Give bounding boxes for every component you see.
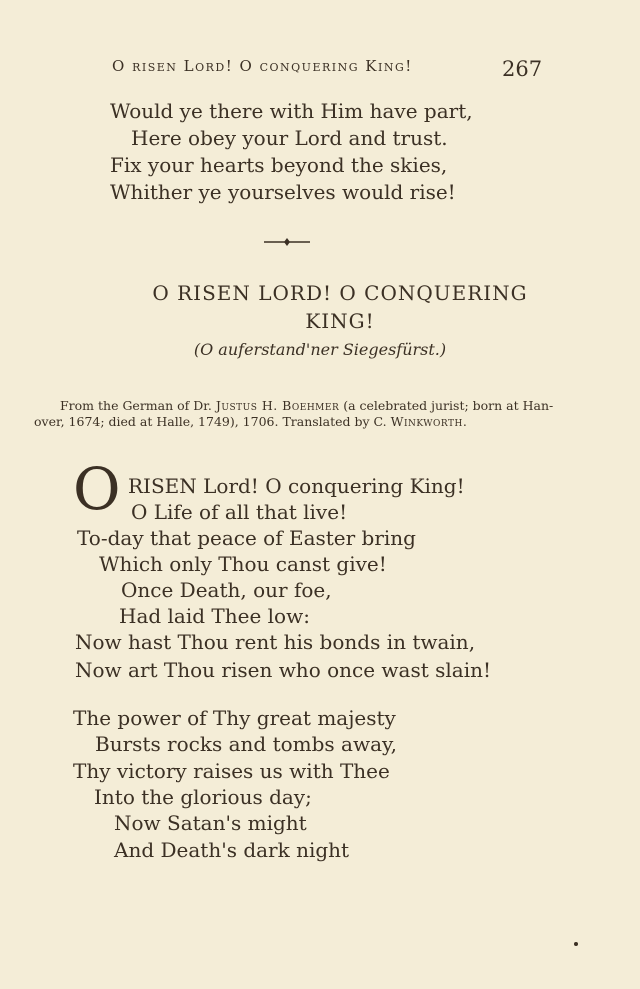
attribution-text: . bbox=[462, 414, 467, 429]
attribution-text: From the German of Dr. bbox=[60, 398, 216, 413]
verse-line: Fix your hearts beyond the skies, bbox=[110, 153, 448, 177]
verse-line: Thy victory raises us with Thee bbox=[73, 759, 390, 783]
attribution-text: over, 1674; died at Halle, 1749), 1706. Translated by C. bbox=[34, 414, 391, 429]
verse-line: Bursts rocks and tombs away, bbox=[95, 732, 398, 756]
verse-line: Which only Thou canst give! bbox=[99, 552, 387, 576]
section-ornament-icon bbox=[262, 234, 312, 250]
verse-line: Whither ye yourselves would rise! bbox=[110, 180, 456, 204]
verse-line: To-day that peace of Easter bring bbox=[77, 526, 416, 550]
attribution-text: (a celebrated jurist; born at Han- bbox=[339, 398, 554, 413]
verse-line: Into the glorious day; bbox=[94, 785, 312, 809]
translator-name: Winkworth bbox=[390, 414, 463, 429]
attribution-line-1 bbox=[34, 398, 554, 414]
page-number: 267 bbox=[502, 57, 543, 81]
verse-line: Now art Thou risen who once wast slain! bbox=[75, 658, 492, 682]
drop-cap: O bbox=[73, 455, 121, 523]
hymn-title-line-1: O RISEN LORD! O CONQUERING bbox=[152, 281, 528, 305]
verse-line: Had laid Thee low: bbox=[119, 604, 310, 628]
verse-line: O Life of all that live! bbox=[131, 500, 348, 524]
hymn-title bbox=[60, 279, 620, 335]
verse-line: Once Death, our foe, bbox=[121, 578, 332, 602]
running-head: O risen Lord! O conquering King! bbox=[112, 57, 413, 75]
hymn-title-line-2: KING! bbox=[305, 309, 375, 333]
verse-line: Now Satan's might bbox=[114, 811, 307, 835]
verse-line: RISEN Lord! O conquering King! bbox=[128, 474, 465, 498]
verse-line: Here obey your Lord and trust. bbox=[131, 126, 448, 150]
attribution-note bbox=[34, 398, 554, 430]
paper-speck bbox=[574, 942, 578, 946]
attribution-line-2 bbox=[34, 414, 534, 430]
verse-line: And Death's dark night bbox=[114, 838, 350, 862]
verse-line: The power of Thy great majesty bbox=[73, 706, 396, 730]
hymn-original-title: (O auferstand'ner Siegesfürst.) bbox=[193, 340, 447, 359]
author-name: Justus H. Boehmer bbox=[215, 398, 340, 413]
verse-line: Would ye there with Him have part, bbox=[110, 99, 473, 123]
verse-line: Now hast Thou rent his bonds in twain, bbox=[75, 630, 476, 654]
